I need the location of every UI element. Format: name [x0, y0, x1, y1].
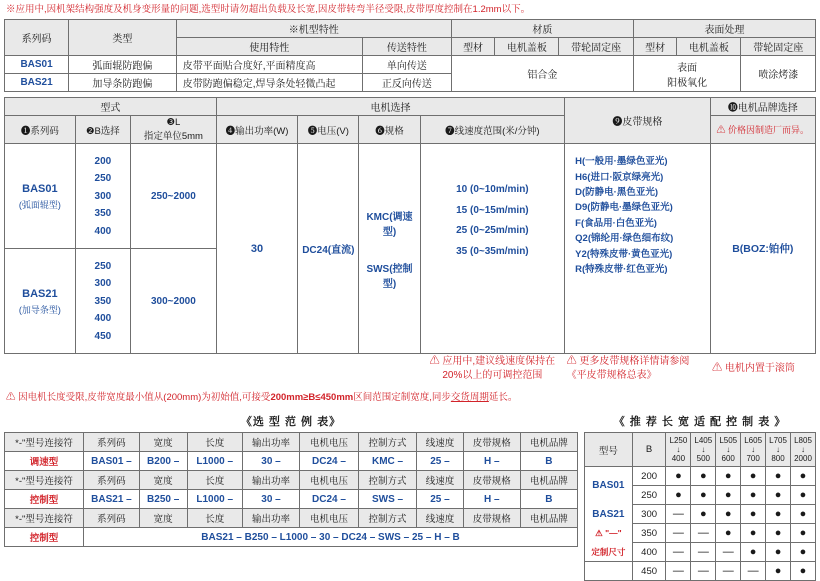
lh-bot: 700 — [746, 454, 760, 464]
ex-cell: H – — [463, 452, 520, 471]
rec-mark: ● — [790, 524, 815, 543]
th-ex-power: 输出功率 — [242, 433, 299, 452]
rec-mark: — — [666, 505, 691, 524]
surface-left-line2: 阳极氧化 — [667, 77, 708, 89]
th-motor-group: 电机选择 — [216, 98, 564, 116]
rec-mark: ● — [741, 524, 766, 543]
th-ex-voltage: 电机电压 — [300, 433, 359, 452]
ex-row-label-1: 调速型 — [5, 452, 84, 471]
note-mid-part3: 区间范围定制宽度,同步 — [353, 392, 451, 404]
rec-mark: ● — [716, 505, 741, 524]
th-l-805-2000 — [790, 433, 815, 467]
th-ex-power-3: 输出功率 — [242, 509, 299, 528]
rec-empty-cell — [585, 562, 633, 581]
speed-item — [423, 180, 563, 201]
th-style-group: 型式 — [5, 98, 217, 116]
row-transfer-bas01: 单向传送 — [362, 56, 451, 74]
th-belt-group: ❾皮带规格 — [565, 98, 710, 144]
th-type: 类型 — [69, 20, 177, 56]
belt-item — [575, 185, 707, 200]
th-use-char: 使用特性 — [176, 38, 362, 56]
ex-row-label-2: 控制型 — [5, 490, 84, 509]
rec-mark: ● — [666, 486, 691, 505]
rec-b: 200 — [632, 467, 666, 486]
th-speed-range: ❼线速度范围(米/分钟) — [420, 116, 565, 144]
th-series-code: ❶系列码 — [5, 116, 76, 144]
ex-cell: SWS – — [358, 490, 416, 509]
model-selection-table — [4, 97, 816, 383]
series-bas21-name: BAS21 — [22, 288, 58, 301]
th-ex-control: 控制方式 — [358, 433, 416, 452]
spec-sws: SWS(控制型) — [366, 263, 413, 290]
th-ex-speed-2: 线速度 — [417, 471, 463, 490]
cell-belt — [565, 144, 710, 354]
rec-mark: — — [666, 562, 691, 581]
rec-mark: ● — [790, 486, 815, 505]
th-ex-length: 长度 — [187, 433, 242, 452]
note-mid-part5: 延长。 — [488, 392, 518, 404]
ex-cell: L1000 – — [187, 490, 242, 509]
row-type-bas01: 弧面辊防跑偏 — [69, 56, 177, 74]
th-mat-wheel: 带轮固定座 — [559, 38, 633, 56]
belt-d9: D9(防静电·墨绿色亚光) — [575, 202, 673, 214]
rec-mark: ● — [790, 543, 815, 562]
th-ex-control-3: 控制方式 — [358, 509, 416, 528]
th-mat-cover: 电机盖板 — [495, 38, 559, 56]
row-use-bas21: 皮带防跑偏稳定,焊导条处轻微凸起 — [176, 74, 362, 92]
lh-top: L705 — [769, 435, 787, 445]
ex-cell: 30 – — [242, 452, 299, 471]
rec-mark: ● — [741, 505, 766, 524]
cell-brand: B(BOZ:铂仲) — [710, 144, 815, 354]
warn-speed: ⚠ 应用中,建议线速度保持在20%以上的可调控范围 — [429, 356, 556, 381]
rec-mark: ● — [790, 467, 815, 486]
rec-model-bas01: BAS01 — [585, 467, 633, 505]
top-note: ※应用中,因机架结构强度及机身变形量的问题,选型时请勿超出负载及长宽,因皮带转弯半径受限,皮带厚度控制在1.2mm以下。 — [6, 4, 531, 15]
b-value: 300 — [94, 278, 112, 290]
lh-bot: 400 — [671, 454, 686, 464]
lh-sep: ↓ — [776, 445, 781, 455]
cell-b-bas01 — [75, 144, 130, 249]
th-ex-voltage-2: 电机电压 — [300, 471, 359, 490]
th-connector-3: *-"型号连接符 — [5, 509, 84, 528]
lh-top: L405 — [694, 435, 713, 445]
examples-table — [4, 432, 578, 547]
th-ex-width-3: 宽度 — [139, 509, 187, 528]
th-voltage: ❺电压(V) — [298, 116, 359, 144]
th-sur-cover: 电机盖板 — [677, 38, 741, 56]
th-ex-belt-3: 皮带规格 — [463, 509, 520, 528]
ex-cell: B200 – — [139, 452, 187, 471]
belt-item — [575, 200, 707, 215]
lh-sep: ↓ — [676, 445, 681, 455]
ex-cell: KMC – — [358, 452, 416, 471]
belt-f: F(食品用·白色亚光) — [575, 217, 657, 229]
row-material: 铝合金 — [451, 56, 633, 92]
th-ex-series-3: 系列码 — [84, 509, 140, 528]
lh-sep: ↓ — [701, 445, 706, 455]
belt-q2: Q2(锦纶用·绿色细布纹) — [575, 233, 674, 245]
th-connector: *-"型号连接符 — [5, 433, 84, 452]
speed-35: 35 (0~35m/min) — [456, 245, 529, 257]
row-surface-left — [633, 56, 741, 92]
row-surface-right: 喷涂烤漆 — [741, 56, 816, 92]
rec-mark: ● — [790, 562, 815, 581]
speed-25: 25 (0~25m/min) — [456, 225, 529, 237]
examples-title: 《选 型 范 例 表》 — [240, 416, 342, 429]
lh-top: L250 — [669, 435, 688, 445]
belt-d: D(防静电·黑色亚光) — [575, 187, 659, 199]
belt-item — [575, 154, 707, 169]
th-power: ❹输出功率(W) — [216, 116, 297, 144]
lh-bot: 800 — [771, 454, 785, 464]
rec-mark: ● — [766, 486, 791, 505]
note-mid-part1: ⚠ 因电机长度受限,皮带宽度最小值从(200mm)为初始值,可接受 — [6, 392, 271, 404]
th-l-select — [131, 116, 217, 144]
b-value: 350 — [94, 295, 112, 307]
lh-sep: ↓ — [800, 445, 805, 455]
th-ex-voltage-3: 电机电压 — [300, 509, 359, 528]
th-series: 系列码 — [5, 20, 69, 56]
rec-mark: — — [716, 562, 741, 581]
speed-item — [423, 242, 563, 263]
rec-mark: ● — [716, 486, 741, 505]
ex-cell: 25 – — [417, 452, 463, 471]
th-ex-belt-2: 皮带规格 — [463, 471, 520, 490]
th-ex-width: 宽度 — [139, 433, 187, 452]
belt-spec-list — [567, 154, 707, 277]
b-value: 450 — [94, 330, 112, 342]
lh-bot: 600 — [721, 454, 735, 464]
rec-mark: — — [666, 543, 691, 562]
recommend-title: 《 推 荐 长 宽 适 配 控 制 表 》 — [613, 416, 787, 429]
th-ex-brand-3: 电机品牌 — [520, 509, 577, 528]
speed-item — [423, 221, 563, 242]
rec-mark: — — [691, 562, 716, 581]
ex-cell: BAS21 – — [84, 490, 140, 509]
surface-left-line1: 表面 — [677, 62, 698, 74]
series-bas01-name: BAS01 — [22, 183, 58, 196]
ex-cell: B — [520, 490, 577, 509]
th-l-line1: ❸L — [166, 117, 181, 129]
rec-b: 300 — [632, 505, 666, 524]
belt-y2: Y2(特殊皮带·黄色亚光) — [575, 248, 673, 260]
lh-top: L605 — [744, 435, 763, 445]
rec-mark: ● — [766, 524, 791, 543]
th-connector-2: *-"型号连接符 — [5, 471, 84, 490]
lh-bot: 2000 — [794, 454, 812, 464]
th-surface: 表面处理 — [633, 20, 815, 38]
th-ex-control-2: 控制方式 — [358, 471, 416, 490]
cell-b-bas21 — [75, 249, 130, 354]
rec-b: 400 — [632, 543, 666, 562]
rec-mark: — — [691, 524, 716, 543]
th-l-505-600 — [716, 433, 741, 467]
rec-mark: — — [716, 543, 741, 562]
th-ex-speed-3: 线速度 — [417, 509, 463, 528]
th-transfer-char: 传送特性 — [362, 38, 451, 56]
row-transfer-bas21: 正反向传送 — [362, 74, 451, 92]
spec-kmc: KMC(调速型) — [366, 211, 413, 238]
rec-mark: ● — [691, 467, 716, 486]
b-value: 350 — [94, 208, 112, 220]
cell-power: 30 — [216, 144, 297, 354]
rec-b: 250 — [632, 486, 666, 505]
ex-cell: L1000 – — [187, 452, 242, 471]
th-l-705-800 — [766, 433, 791, 467]
ex-cell: BAS01 – — [84, 452, 140, 471]
cell-series-bas01 — [5, 144, 76, 249]
rec-model-bas21: BAS21 — [585, 505, 633, 524]
row-type-bas21: 加导条防跑偏 — [69, 74, 177, 92]
th-ex-width-2: 宽度 — [139, 471, 187, 490]
rec-b: 350 — [632, 524, 666, 543]
cell-speed — [420, 144, 565, 354]
th-material: 材质 — [451, 20, 633, 38]
examples-block — [4, 411, 578, 581]
th-ex-length-3: 长度 — [187, 509, 242, 528]
b-value: 250 — [94, 173, 112, 185]
rec-mark: ● — [766, 543, 791, 562]
lh-top: L505 — [719, 435, 738, 445]
row-series-bas21: BAS21 — [5, 74, 69, 92]
th-l-405-500 — [691, 433, 716, 467]
series-bas21-sub: (加导条型) — [18, 304, 61, 315]
ex-cell: B250 – — [139, 490, 187, 509]
belt-item — [575, 262, 707, 277]
speed-list — [423, 180, 563, 262]
series-characteristics-table — [4, 19, 816, 92]
rec-mark: ● — [790, 505, 815, 524]
ex-cell: DC24 – — [300, 490, 359, 509]
rec-mark: — — [691, 543, 716, 562]
ex-cell: 30 – — [242, 490, 299, 509]
rec-custom-note-1: ⚠ "—" — [585, 524, 633, 543]
rec-b: 450 — [632, 562, 666, 581]
th-model: 型号 — [585, 433, 633, 467]
rec-mark: — — [741, 562, 766, 581]
belt-item — [575, 231, 707, 246]
th-ex-series: 系列码 — [84, 433, 140, 452]
cell-l-bas01: 250~2000 — [131, 144, 217, 249]
ex-cell: DC24 – — [300, 452, 359, 471]
recommend-block — [584, 411, 816, 581]
th-spec: ❻规格 — [359, 116, 420, 144]
th-machine-char: ※机型特性 — [176, 20, 451, 38]
ex-row-full: BAS21 – B250 – L1000 – 30 – DC24 – SWS – 25 – H – B — [84, 528, 578, 547]
rec-mark: ● — [766, 467, 791, 486]
warn-brand: ⚠ 电机内置于滚筒 — [712, 363, 795, 375]
th-l-605-700 — [741, 433, 766, 467]
ex-cell: 25 – — [417, 490, 463, 509]
lh-top: L805 — [794, 435, 812, 445]
note-mid-underline: 交货周期 — [450, 392, 489, 404]
lh-sep: ↓ — [751, 445, 756, 455]
bottom-section — [4, 411, 816, 581]
lh-bot: 500 — [696, 454, 710, 464]
th-ex-series-2: 系列码 — [84, 471, 140, 490]
b-value: 250 — [94, 260, 112, 272]
warn-belt: ⚠ 更多皮带规格详情请参阅《平皮带规格总表》 — [566, 356, 690, 381]
th-ex-brand-2: 电机品牌 — [520, 471, 577, 490]
b-value: 400 — [94, 313, 112, 325]
rec-mark: ● — [766, 562, 791, 581]
series-bas01-sub: (弧面辊型) — [18, 199, 61, 210]
rec-mark: ● — [766, 505, 791, 524]
th-b: B — [632, 433, 666, 467]
ex-cell: H – — [463, 490, 520, 509]
rec-custom-note-2: 定制尺寸 — [585, 543, 633, 562]
th-sur-profile: 型材 — [633, 38, 676, 56]
ex-cell: B — [520, 452, 577, 471]
row-use-bas01: 皮带平面贴合度好,平面精度高 — [176, 56, 362, 74]
th-sur-wheel: 带轮固定座 — [741, 38, 816, 56]
cell-l-bas21: 300~2000 — [131, 249, 217, 354]
th-mat-profile: 型材 — [451, 38, 494, 56]
speed-10: 10 (0~10m/min) — [456, 184, 529, 196]
th-brand-group: ❿电机品牌选择 — [710, 98, 815, 116]
recommend-table — [584, 432, 816, 581]
rec-mark: ● — [691, 505, 716, 524]
th-l-line2: 指定单位5mm — [143, 131, 203, 143]
belt-item — [575, 170, 707, 185]
th-ex-length-2: 长度 — [187, 471, 242, 490]
rec-mark: — — [666, 524, 691, 543]
speed-item — [423, 201, 563, 222]
belt-h6: H6(进口·阪京绿亮光) — [575, 171, 664, 183]
th-ex-speed: 线速度 — [417, 433, 463, 452]
rec-mark: ● — [741, 486, 766, 505]
speed-15: 15 (0~15m/min) — [456, 204, 529, 216]
cell-series-bas21 — [5, 249, 76, 354]
cell-spec — [359, 144, 420, 354]
rec-mark: ● — [741, 467, 766, 486]
th-brand-warn: ⚠ 价格因制造厂而异。 — [710, 116, 815, 144]
lh-sep: ↓ — [726, 445, 731, 455]
rec-mark: ● — [716, 524, 741, 543]
rec-mark: ● — [716, 467, 741, 486]
belt-item — [575, 247, 707, 262]
th-ex-brand: 电机品牌 — [520, 433, 577, 452]
rec-mark: ● — [691, 486, 716, 505]
belt-h: H(一般用·墨绿色亚光) — [575, 156, 668, 168]
th-b-select: ❷B选择 — [75, 116, 130, 144]
note-mid-range: 200mm≥B≤450mm — [270, 392, 354, 404]
belt-item — [575, 216, 707, 231]
th-ex-belt: 皮带规格 — [463, 433, 520, 452]
b-value: 300 — [94, 190, 112, 202]
b-value: 200 — [94, 155, 112, 167]
ex-row-label-3: 控制型 — [5, 528, 84, 547]
cell-voltage: DC24(直流) — [298, 144, 359, 354]
th-l-250-400 — [666, 433, 691, 467]
b-value: 400 — [94, 225, 112, 237]
belt-width-note — [4, 387, 816, 411]
belt-r: R(特殊皮带·红色亚光) — [575, 263, 668, 275]
rec-mark: ● — [741, 543, 766, 562]
th-ex-power-2: 输出功率 — [242, 471, 299, 490]
rec-mark: ● — [666, 467, 691, 486]
row-series-bas01: BAS01 — [5, 56, 69, 74]
